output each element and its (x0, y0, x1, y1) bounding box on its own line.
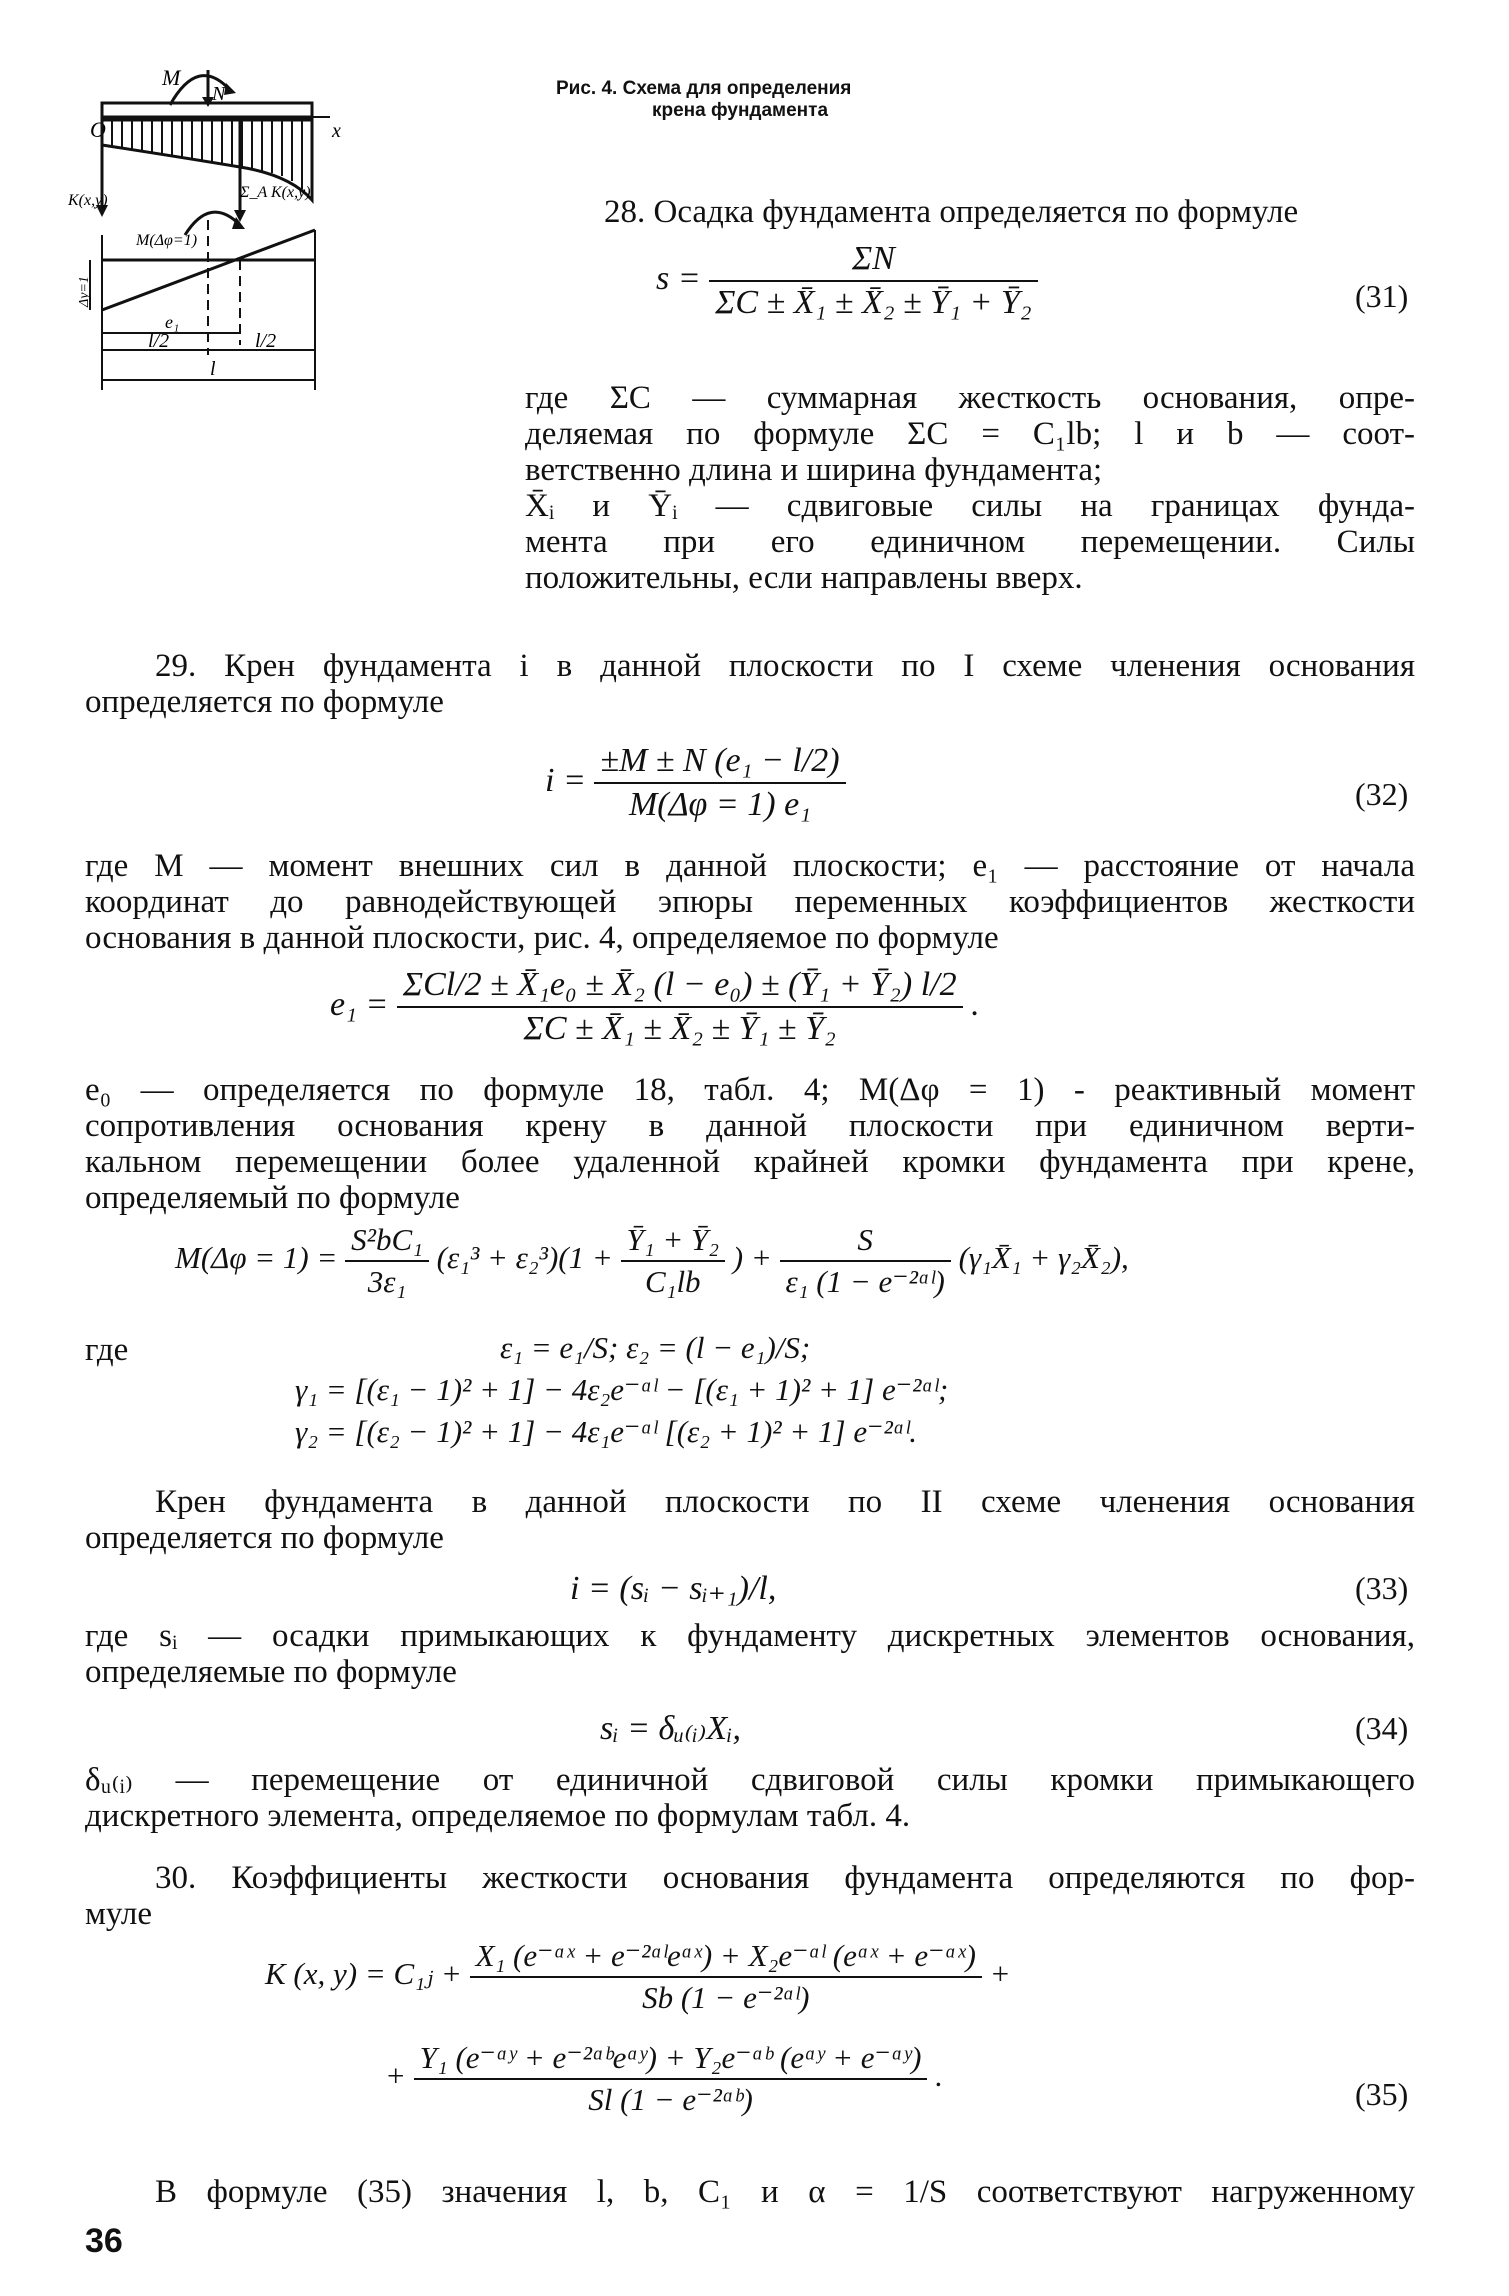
formula-M-fraction-2 (621, 1222, 725, 1300)
eq-number-32: (32) (1355, 776, 1409, 812)
formula-32 (545, 742, 846, 824)
p29-intro (85, 648, 1415, 720)
formula-32-lhs: i = (545, 761, 586, 799)
formula-M-f1-numerator: S²bC₁ (345, 1222, 429, 1262)
formula-M-fraction-1 (345, 1222, 429, 1300)
formula-34: sᵢ = δᵤ₍ᵢ₎Xᵢ, (600, 1710, 742, 1747)
p28-where-line: деляемая по формуле ΣC = C₁lb; l и b — соот- (525, 416, 1415, 452)
formula-35-line1 (265, 1938, 1011, 2016)
eq-number-33: (33) (1355, 1570, 1409, 1606)
formula-35-lhs: K (x, y) = C₁ⱼ + (265, 1956, 462, 1992)
formula-e1-fraction (397, 966, 963, 1048)
p29-e0-line: сопротивления основания крену в данной плоскости при единичном верти- (85, 1108, 1415, 1144)
label-dy: Δy=1 (77, 276, 92, 307)
label-M: M (162, 65, 181, 90)
formula-M-middle-2: ) + (732, 1240, 772, 1276)
formula-e1-lhs: e₁ = (330, 985, 389, 1023)
p29-e0-line: кальном перемещении более удаленной крайней кромки фундамента при крене, (85, 1144, 1415, 1180)
p29-where33 (85, 1618, 1415, 1690)
formula-e1-end: . (971, 985, 980, 1023)
p30-intro-line: 30. Коэффициенты жесткости основания фундамента определяются по фор- (155, 1860, 1415, 1896)
figure-caption-line2: крена фундамента (652, 100, 829, 121)
formula-M-fraction-3 (780, 1222, 951, 1300)
formula-e1 (330, 966, 980, 1048)
formula-M-f2-denominator: C₁lb (644, 1264, 701, 1299)
moment-arrowhead (224, 83, 236, 95)
formula-32-denominator: M(Δφ = 1) e₁ (628, 786, 812, 823)
diagram-hatching (112, 120, 302, 189)
formula-35-f1-denominator: Sb (1 − e⁻²ᵅˡ) (642, 1980, 810, 2015)
formula-eps: ε₁ = e₁/S; ε₂ = (l − e₁)/S; (500, 1330, 811, 1365)
formula-31 (656, 240, 1038, 322)
p28-where-line: X̄ᵢ и Ȳᵢ — сдвиговые силы на границах фунда- (525, 488, 1415, 524)
p29-where-line: координат до равнодействующей эпюры переменных коэффициентов жесткости (85, 884, 1415, 920)
p28-where-line: ветственно длина и ширина фундамента; (525, 452, 1103, 488)
eq-number-34: (34) (1355, 1710, 1409, 1746)
p29-scheme2-line: определяется по формуле (85, 1520, 444, 1556)
formula-31-numerator: ΣN (709, 240, 1037, 282)
p29-where-line: где M — момент внешних сил в данной плоскости; e₁ — расстояние от начала (85, 848, 1415, 884)
figure-caption-line1: Рис. 4. Схема для определения (556, 78, 852, 99)
p29-e0-text (85, 1072, 1415, 1216)
formula-M-f1-denominator: 3ε₁ (367, 1264, 407, 1299)
p29-where33-line: определяемые по формуле (85, 1654, 457, 1690)
gde-label: где (85, 1332, 129, 1368)
p28-where (525, 380, 1415, 596)
p28-where-line: мента при его единичном перемещении. Силы (525, 524, 1415, 560)
formula-35-f2-numerator: Y₁ (e⁻ᵅʸ + e⁻²ᵅᵇeᵅʸ) + Y₂e⁻ᵅᵇ (eᵅʸ + e⁻ᵅʸ) (414, 2040, 928, 2080)
page-number: 36 (85, 2222, 123, 2260)
formula-M-f3-numerator: S (780, 1222, 951, 1262)
label-e1: e₁ (165, 312, 180, 332)
formula-35-plus-start: + (385, 2058, 406, 2094)
p30-intro-line: муле (85, 1896, 153, 1932)
label-x: x (332, 120, 341, 142)
formula-M-lhs: M(Δφ = 1) = (175, 1240, 338, 1276)
formula-35-f1-numerator: X₁ (e⁻ᵅˣ + e⁻²ᵅˡeᵅˣ) + X₂e⁻ᵅˡ (eᵅˣ + e⁻ᵅˣ) (470, 1938, 982, 1978)
p29-scheme2 (85, 1484, 1415, 1556)
formula-e1-numerator: ΣCl/2 ± X̄₁e₀ ± X̄₂ (l − e₀) ± (Ȳ₁ + Ȳ₂) l/2 (397, 966, 963, 1008)
label-l: l (210, 358, 216, 380)
p29-where34-line: δᵤ₍ᵢ₎ — перемещение от единичной сдвиговой силы кромки примыкающего (85, 1762, 1415, 1798)
label-N: N (212, 83, 226, 105)
p29-e0-line: определяемый по формуле (85, 1180, 460, 1216)
p29-intro-line: определяется по формуле (85, 684, 444, 720)
formula-M-tail: (γ₁X̄₁ + γ₂X̄₂), (958, 1240, 1129, 1276)
formula-gamma1: γ₁ = [(ε₁ − 1)² + 1] − 4ε₂e⁻ᵅˡ − [(ε₁ + 1)² + 1] e⁻²ᵅˡ; (295, 1372, 949, 1407)
p28-where-line: положительны, если направлены вверх. (525, 560, 1083, 596)
formula-31-fraction (709, 240, 1037, 322)
formula-M-f2-numerator: Ȳ₁ + Ȳ₂ (621, 1222, 725, 1262)
p29-where33-line: где sᵢ — осадки примыкающих к фундаменту дискретных элементов основания, (85, 1618, 1415, 1654)
eq-number-31: (31) (1355, 278, 1409, 314)
p28-heading: 28. Осадка фундамента определяется по формуле (604, 194, 1299, 230)
label-l2-left: l/2 (148, 330, 170, 352)
label-Kxy: K(x,y) (68, 192, 108, 209)
formula-31-denominator: ΣC ± X̄₁ ± X̄₂ ± Ȳ₁ + Ȳ₂ (715, 284, 1032, 321)
figure-4-diagram (68, 45, 500, 405)
label-Mdf: M(Δφ=1) (136, 232, 198, 249)
formula-M-f3-denominator: ε₁ (1 − e⁻²ᵅˡ) (785, 1264, 945, 1299)
formula-gamma2: γ₂ = [(ε₂ − 1)² + 1] − 4ε₁e⁻ᵅˡ [(ε₂ + 1)² + 1] e⁻²ᵅˡ. (295, 1414, 918, 1449)
label-sumK: Σ_A K(x,y) (240, 184, 311, 201)
p29-intro-line: 29. Крен фундамента i в данной плоскости по I схеме членения основания (155, 648, 1415, 684)
formula-35-end: . (935, 2058, 943, 2094)
formula-35-f2-denominator: Sl (1 − e⁻²ᵅᵇ) (588, 2082, 753, 2117)
formula-32-numerator: ±M ± N (e₁ − l/2) (594, 742, 845, 784)
p29-where34-line: дискретного элемента, определяемое по формулам табл. 4. (85, 1798, 911, 1834)
formula-e1-denominator: ΣC ± X̄₁ ± X̄₂ ± Ȳ₁ ± Ȳ₂ (523, 1010, 836, 1047)
label-O: O (90, 117, 106, 142)
p29-where34 (85, 1762, 1415, 1834)
formula-35-plus: + (989, 1956, 1011, 1992)
formula-35-fraction-1 (470, 1938, 982, 2016)
formula-32-fraction (594, 742, 845, 824)
p29-e0-line: e₀ — определяется по формуле 18, табл. 4; M(Δφ = 1) - реактивный момент (85, 1072, 1415, 1108)
p30-intro (85, 1860, 1415, 1932)
p29-where-line: основания в данной плоскости, рис. 4, определяемое по формуле (85, 920, 999, 956)
formula-35-fraction-2 (414, 2040, 928, 2118)
formula-33: i = (sᵢ − sᵢ₊₁)/l, (570, 1570, 777, 1607)
p29-scheme2-line: Крен фундамента в данной плоскости по II схеме членения основания (155, 1484, 1415, 1520)
formula-M-middle-1: (ε₁³ + ε₂³)(1 + (436, 1240, 613, 1276)
formula-31-lhs: s = (656, 259, 701, 297)
formula-M (175, 1222, 1129, 1300)
formula-35-line2 (385, 2040, 943, 2118)
p28-where-line: где ΣC — суммарная жесткость основания, опре- (525, 380, 1415, 416)
p30-last (85, 2174, 1415, 2210)
p30-last-line: В формуле (35) значения l, b, C₁ и α = 1/S соответствуют нагруженному (155, 2174, 1415, 2210)
label-l2-right: l/2 (255, 330, 277, 352)
eq-number-35: (35) (1355, 2076, 1409, 2112)
p29-where (85, 848, 1415, 956)
